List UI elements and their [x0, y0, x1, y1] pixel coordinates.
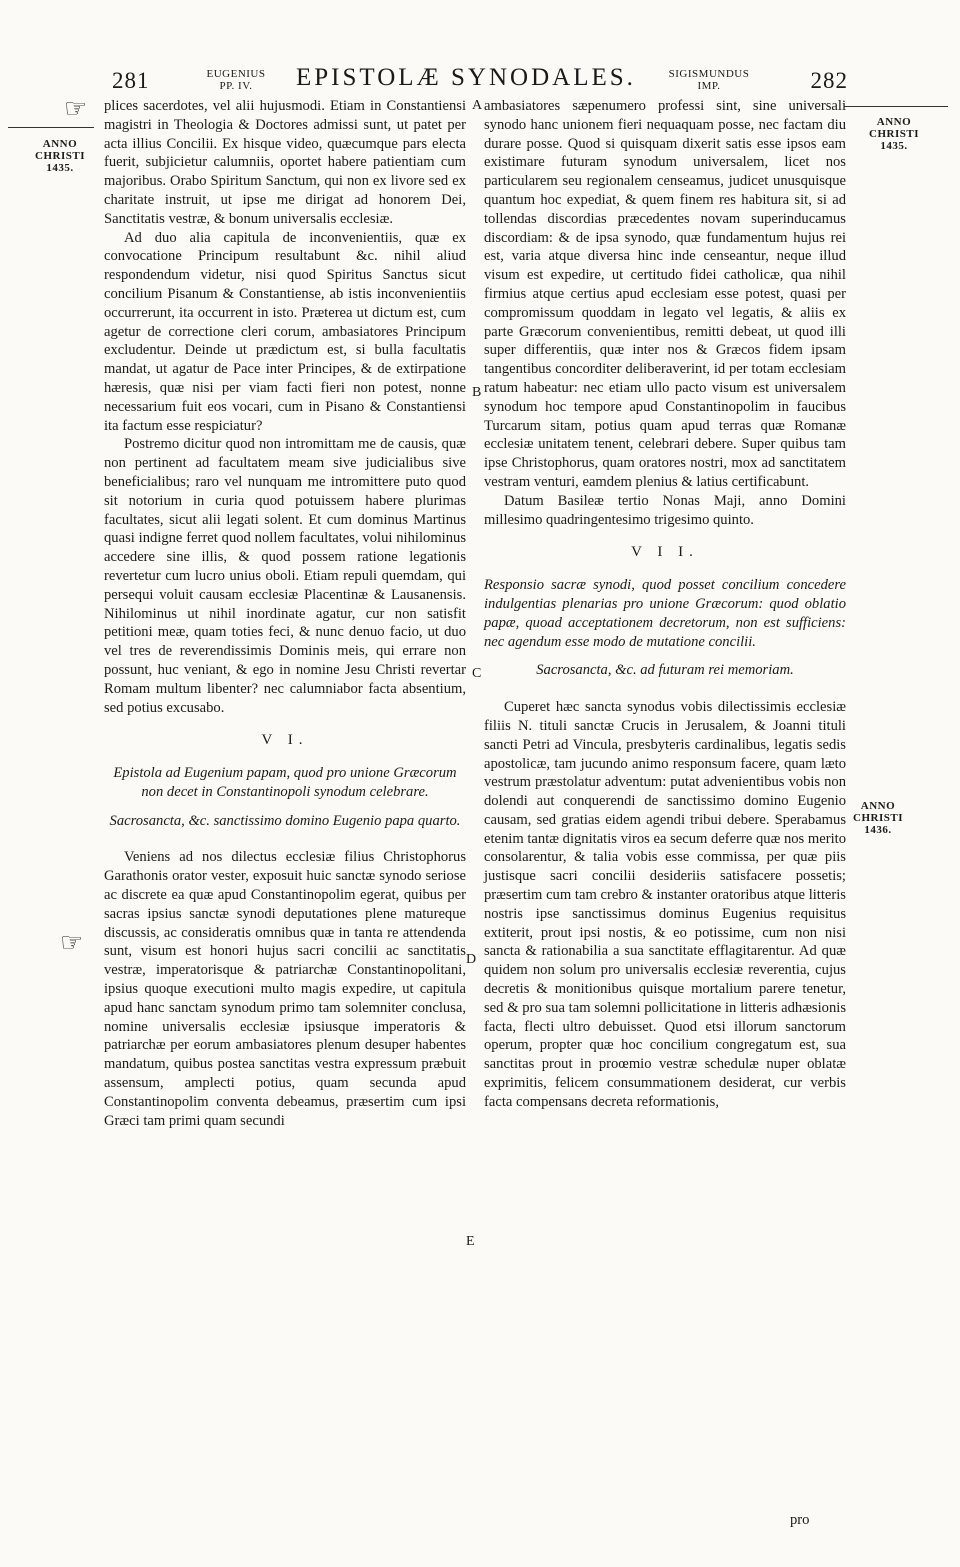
page-number-left: 281: [112, 68, 150, 93]
margin-note-year: [30, 138, 90, 174]
margin-note-line: CHRISTI: [853, 812, 903, 824]
section-letter-a: A: [472, 98, 483, 113]
paragraph: Cuperet hæc sancta synodus vobis dilectissimis ecclesiæ filiis N. tituli sanctæ Crucis in Jerusalem, & Joanni tituli sancti Petri ad Vincula, presbyteris cardinalibus, legatis sedis apostolicæ, tam jucundo animo responsum facere, quam læto vestrum præstolatur adventum: putat advenientibus vobis non dolendi aut conquerendi de sanctissimo domino Eugenio causam, sed gratias eidem agendi tribui debere. Sperabamus etenim tantæ dignitatis viros ea secum deferre quæ nos merito consolarentur, & talia vobis esse commissa, per quæ piis justisque sacri concilii desideriis satisfacere possetis; præsertim cum tam crebro & instanter oratoribus atque litteris nostris ipse sanctissimus dominus Eugenius requisitus extiterit, prout ipsi nostis, & eo potissime, cum non nisi sancta & rationabilia a sua sanctitate efflagitarentur. Ad quæ quidem non solum pro universalis ecclesiæ reverentia, cujus decretis & monitionibus quisque mortalium parere tenetur, sed & pro sua tam solemni pollicitatione in litteris adhæsionis facta, flecti ultro debuisset. Quod etsi illorum sanctorum operum, propter quæ hoc concilium congregatum est, sua sanctitas prout in proœmio vestræ schedulæ nuper oblatæ exprimitis, felicem consummationem desiderat, cur verbis facta compensans decreta reformationis,: [484, 699, 846, 1110]
catchword: pro: [790, 1512, 810, 1528]
paragraph: ambasiatores sæpenumero professi sint, sine universali synodo hanc unionem fieri nequaquam posse, nec factam diu durare posse. Quod si quisquam dixerit satis esse ipsos eam existimare futuram synodum universalem, licet nos particularem seu regionalem censeamus, judicet unusquisque quantum hoc expediat, & quem finem res habitura sit, si ad tollendas discordias præcedentes novam superinducamus discordiam: & de ipsa synodo, quæ fundamentum hujus rei est, varia atque diversa hinc inde censeantur, neque illud visum est expedire, ut certitudo fidei catholicæ, qua nihil firmius atque certius apud ecclesiam esse potest, quasi per compromissum quoddam in legato vel legatis, & aliis ex parte Græcorum convenientibus, remitti debeat, ut quod illi super differentiis, quæ inter nos & Græcos fidem ipsam tangentibus concorditer deliberaverint, id per totam ecclesiam ratum habeatur: nec etiam ullo pacto visum est universalem synodum hoc tempore apud Constantinopolim in faucibus Turcarum sitam, potius quam apud terras quæ Romanæ ecclesiæ unitatem tenent, celebrari debere. Super quibus tam ipse Christophorus, quam oratores nostri, mox ad sanctitatem vestram venturi, eamdem plenius & latius certificabunt.: [484, 98, 846, 490]
margin-note-line: 1436.: [864, 824, 892, 836]
paragraph: Datum Basileæ tertio Nonas Maji, anno Domini millesimo quadringentesimo trigesimo quinto.: [484, 492, 846, 528]
page-title: EPISTOLÆ SYNODALES.: [296, 64, 636, 91]
salutation: Sacrosancta, &c. ad futuram rei memoriam.: [536, 662, 794, 679]
paragraph: Veniens ad nos dilectus ecclesiæ filius Christophorus Garathonis orator vester, exposuit huic sanctæ synodo seriose ac discrete ea quæ apud Constantinopolim egerat, quibus per sacras ipsius sanctæ synodi deputationes plene matureque discussis, ac consideratis omnibus quæ in tanta re attendenda sunt, visum est honori hujus sacri concilii ac sanctitatis vestræ, imperatorisque & patriarchæ Constantinopolitani, ipsius quoque executioni multo magis expedire, ut capitula apud hanc sanctam synodum primo tam solemniter conclusa, nomine universalis ecclesiæ ipsiusque imperatoris & patriarchæ per eorum ambasiatores plenum desuper habentes mandatum, quibus postea sanctitas vestra expressum præbuit assensum, amplecti potius, quam secunda apud Constantinopolim conventa debeamus, præsertim cum ipsi Græci tam primi quam secundi: [104, 849, 466, 1129]
margin-note-line: 1435.: [46, 162, 74, 174]
running-head-left: [196, 68, 276, 92]
margin-rule: [8, 127, 94, 128]
salutation: Sacrosancta, &c. sanctissimo domino Eugenio papa quarto.: [109, 812, 461, 829]
pointing-hand-icon: ☞: [64, 94, 88, 123]
running-head-left-line2: PP. IV.: [219, 80, 253, 92]
left-column: [104, 97, 466, 1130]
margin-rule: [844, 106, 948, 107]
margin-note-year: [862, 116, 926, 152]
running-head-right-line1: SIGISMUNDUS: [668, 68, 750, 80]
page-number-right: 282: [810, 68, 848, 93]
paragraph: Postremo dicitur quod non intromittam me de causis, quæ non pertinent ad facultatem meam sive judicialibus sive beneficialibus; raro vel nunquam me intromittere puto quod sit notorium in curia quod potuissem habere plurimas facultates, sicut alii legati solent. Et cum dominus Martinus quasi indigne ferret quod nollem facultates, volui nihilominus accedere sine illis, & quod possem ratione legationis revertetur cum lucro unius oboli. Etiam repuli quemdam, qui persequi voluit causam ecclesiæ Placentinæ & Lausanensis. Nihilominus ut nihil inordinate agatur, cur non satisfit petitioni meæ, quam toties feci, & nunc denuo facio, ut duo vel tres de reverendissimis Dominis meis, qui errare non possunt, huc veniant, & ego in nomine Jesu Christi revertar Romam multum libenter? nec calumniabor facta absentium, sed potius excusabo.: [104, 436, 466, 716]
running-head-right: [650, 68, 768, 92]
running-head-right-line2: IMP.: [697, 80, 721, 92]
margin-note-line: CHRISTI: [35, 150, 85, 162]
margin-note-line: CHRISTI: [869, 128, 919, 140]
section-letter-e: E: [466, 1234, 475, 1249]
section-letter-b: B: [472, 385, 482, 400]
margin-note-line: ANNO: [860, 800, 896, 812]
section-letter-c: C: [472, 666, 482, 681]
margin-note-line: ANNO: [876, 116, 912, 128]
page-header: [0, 64, 960, 100]
paragraph: Ad duo alia capitula de inconvenientiis, quæ ex convocatione Principum resultabunt &c. nihil aliud respondendum videtur, nisi quod Spiritus Sanctus sicut concilium Pisanum & Constantiense, ab istis inconvenientiis occurrerunt, ita occurrent in isto. Præterea ut dictum est, cum agetur de correctione cleri corum, ambasiatores Principum excludentur. Deinde ut prædictum est, si bulla facultatis mandat, ut agatur de Pace inter Principes, & de extirpatione hæresis, quæ nisi per viam facti fieri non potest, nonne necessarium fuit eos vocari, cum in Pisano & Constantiensi ita factum esse respiciatur?: [104, 229, 466, 434]
pointing-hand-icon: ☞: [60, 928, 84, 957]
section-rubric: Epistola ad Eugenium papam, quod pro unione Græcorum non decet in Constantinopoli synodum celebrare.: [113, 765, 457, 800]
margin-note-line: ANNO: [42, 138, 78, 150]
section-rubric: Responsio sacræ synodi, quod posset concilium concedere indulgentias plenarias pro unione Græcorum: quod oblatio papæ, quoad acceptationem decretorum, non est sufficiens: nec agendum esse modo de mutatione concilii.: [484, 577, 846, 650]
paragraph: plices sacerdotes, vel alii hujusmodi. Etiam in Constantiensi magistri in Theologia & Doctores admissi sunt, ut patet per acta illius Concilii. Ex hisque video, quæcumque pars electa fuerit, subjicietur calumniis, oportet habere patientiam cum majoribus. Orabo Spiritum Sanctum, qui non ex livore sed ex charitate instruit, ut ipse me dirigat ad honorem Dei, Sanctitatis vestræ, & bonum universalis ecclesiæ.: [104, 98, 466, 227]
section-heading: V I I.: [631, 544, 699, 561]
margin-note-line: 1435.: [880, 140, 908, 152]
margin-note-year: [846, 800, 910, 836]
section-heading: V I.: [261, 732, 309, 749]
running-head-left-line1: EUGENIUS: [206, 68, 266, 80]
right-column: [484, 97, 846, 1112]
section-letter-d: D: [466, 952, 477, 967]
